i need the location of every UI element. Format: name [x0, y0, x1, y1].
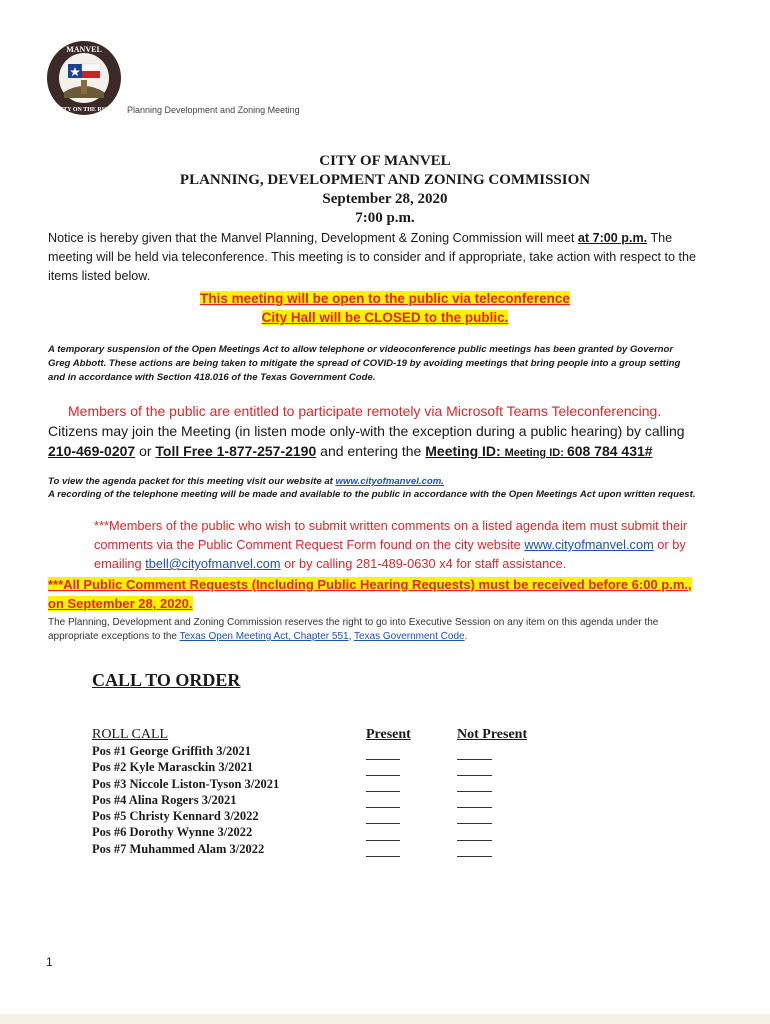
- call-in-text: Citizens may join the Meeting (in listen mode only-with the exception during a public hearing) by calling: [48, 423, 685, 439]
- present-blank[interactable]: [366, 775, 400, 776]
- title-city: CITY OF MANVEL: [319, 153, 451, 169]
- roll-call-list: [92, 743, 279, 857]
- written-comments-notice: ***Members of the public who wish to submit written comments on a listed agenda item must submit their comments via the Public Comment Request Form found on the city website www.cityofmanvel.com or by emailing tbell@cityofmanvel.com or by calling 281-489-0630 x4 for staff assistance.: [94, 518, 688, 571]
- website-link[interactable]: www.cityofmanvel.com.: [335, 476, 444, 487]
- present-blank[interactable]: [366, 840, 400, 841]
- roll-call-member: Pos #5 Christy Kennard 3/2022: [92, 809, 259, 824]
- title-date: September 28, 2020: [322, 191, 448, 207]
- not-present-column-heading: Not Present: [457, 727, 528, 742]
- svg-text:CITY ON THE RISE: CITY ON THE RISE: [56, 107, 112, 113]
- packet-text: To view the agenda packet for this meeting visit our website at: [48, 476, 336, 487]
- present-blank[interactable]: [366, 823, 400, 824]
- present-blank[interactable]: [366, 856, 400, 857]
- banner-line-1: This meeting will be open to the public via teleconference: [200, 291, 570, 306]
- present-blank[interactable]: [366, 759, 400, 760]
- not-present-blank[interactable]: [457, 791, 492, 792]
- notice-paragraph: [48, 229, 696, 286]
- city-hall-closed-banner: [0, 308, 770, 327]
- title-time: 7:00 p.m.: [355, 210, 415, 226]
- present-column-heading: Present: [366, 727, 411, 742]
- notice-time: at 7:00 p.m.: [577, 231, 648, 245]
- present-blank[interactable]: [366, 791, 400, 792]
- roll-call-member: Pos #2 Kyle Marasckin 3/2021: [92, 760, 254, 775]
- city-seal-logo: [46, 40, 122, 116]
- banner-line-2: City Hall will be CLOSED to the public.: [261, 310, 509, 325]
- remote-participation-notice: Members of the public are entitled to participate remotely via Microsoft Teams Teleconferencing.: [68, 403, 662, 419]
- meeting-id-small-label: Meeting ID:: [504, 447, 567, 459]
- not-present-blank[interactable]: [457, 823, 492, 824]
- notice-text-cont: The meeting will be held via teleconference. This meeting is to consider and if appropriate, take action with respect to the items listed below.: [48, 231, 697, 283]
- header-caption: Planning Development and Zoning Meeting: [127, 105, 300, 115]
- open-meeting-act-link[interactable]: Texas Open Meeting Act, Chapter 551: [179, 631, 349, 642]
- roll-call-heading: ROLL CALL: [92, 727, 169, 742]
- not-present-blank[interactable]: [457, 759, 492, 760]
- call-to-order-heading: CALL TO ORDER: [92, 670, 241, 690]
- roll-call-member: Pos #7 Muhammed Alam 3/2022: [92, 841, 265, 856]
- roll-call-member: Pos #4 Alina Rogers 3/2021: [92, 792, 237, 807]
- not-present-blank[interactable]: [457, 807, 492, 808]
- notice-text: Notice is hereby given that the Manvel Planning, Development & Zoning Commission will meet: [48, 231, 578, 245]
- comment-form-website-link[interactable]: www.cityofmanvel.com: [524, 537, 654, 552]
- government-code-link[interactable]: Texas Government Code: [353, 631, 465, 642]
- call-in-phone[interactable]: 210-469-0207: [48, 443, 136, 459]
- comment-deadline-notice: [48, 575, 698, 613]
- present-blank[interactable]: [366, 807, 400, 808]
- scan-edge: [0, 1014, 770, 1024]
- svg-text:MANVEL: MANVEL: [66, 45, 102, 54]
- not-present-blank[interactable]: [457, 775, 492, 776]
- executive-session-notice: The Planning, Development and Zoning Commission reserves the right to go into Executive Session on any item on this agenda under the appropriate exceptions to the Texas Open Meeting Act, Chapter 551, Texas Government Code.: [48, 617, 659, 642]
- page-number: 1: [46, 955, 53, 969]
- toll-free-number[interactable]: Toll Free 1-877-257-2190: [155, 443, 317, 459]
- roll-call-member: Pos #1 George Griffith 3/2021: [92, 744, 251, 758]
- open-meetings-disclaimer: A temporary suspension of the Open Meetings Act to allow telephone or videoconference public meetings has been granted by Governor Greg Abbott. These actions are being taken to mitigate the spread of COVID-19 by avoiding meetings that bring people into a group setting and in accordance with Section 418.016 of the Texas Government Code.: [48, 344, 681, 383]
- roll-call-member: Pos #6 Dorothy Wynne 3/2022: [92, 825, 253, 840]
- roll-call-member: Pos #3 Niccole Liston-Tyson 3/2021: [92, 776, 280, 791]
- call-in-instructions: Citizens may join the Meeting (in listen mode only-with the exception during a public hearing) by calling 210-469-0207 or Toll Free 1-877-257-2190 and entering the Meeting ID: Meeting ID: 608 784 431#: [48, 423, 685, 459]
- deadline-text: ***All Public Comment Requests (Including Public Hearing Requests) must be received before 6:00 p.m., on September 28, 2020.: [48, 577, 692, 611]
- not-present-blank[interactable]: [457, 840, 492, 841]
- email-link[interactable]: tbell@cityofmanvel.com: [145, 556, 281, 571]
- meeting-id: 608 784 431#: [566, 443, 653, 459]
- teleconference-banner: [0, 289, 770, 308]
- not-present-blank[interactable]: [457, 856, 492, 857]
- agenda-packet-notice: [48, 475, 698, 501]
- meeting-id-label: Meeting ID:: [425, 443, 505, 459]
- recording-notice: A recording of the telephone meeting will be made and available to the public in accordance with the Open Meetings Act upon written request.: [48, 489, 696, 500]
- title-commission: PLANNING, DEVELOPMENT AND ZONING COMMISSION: [179, 172, 591, 188]
